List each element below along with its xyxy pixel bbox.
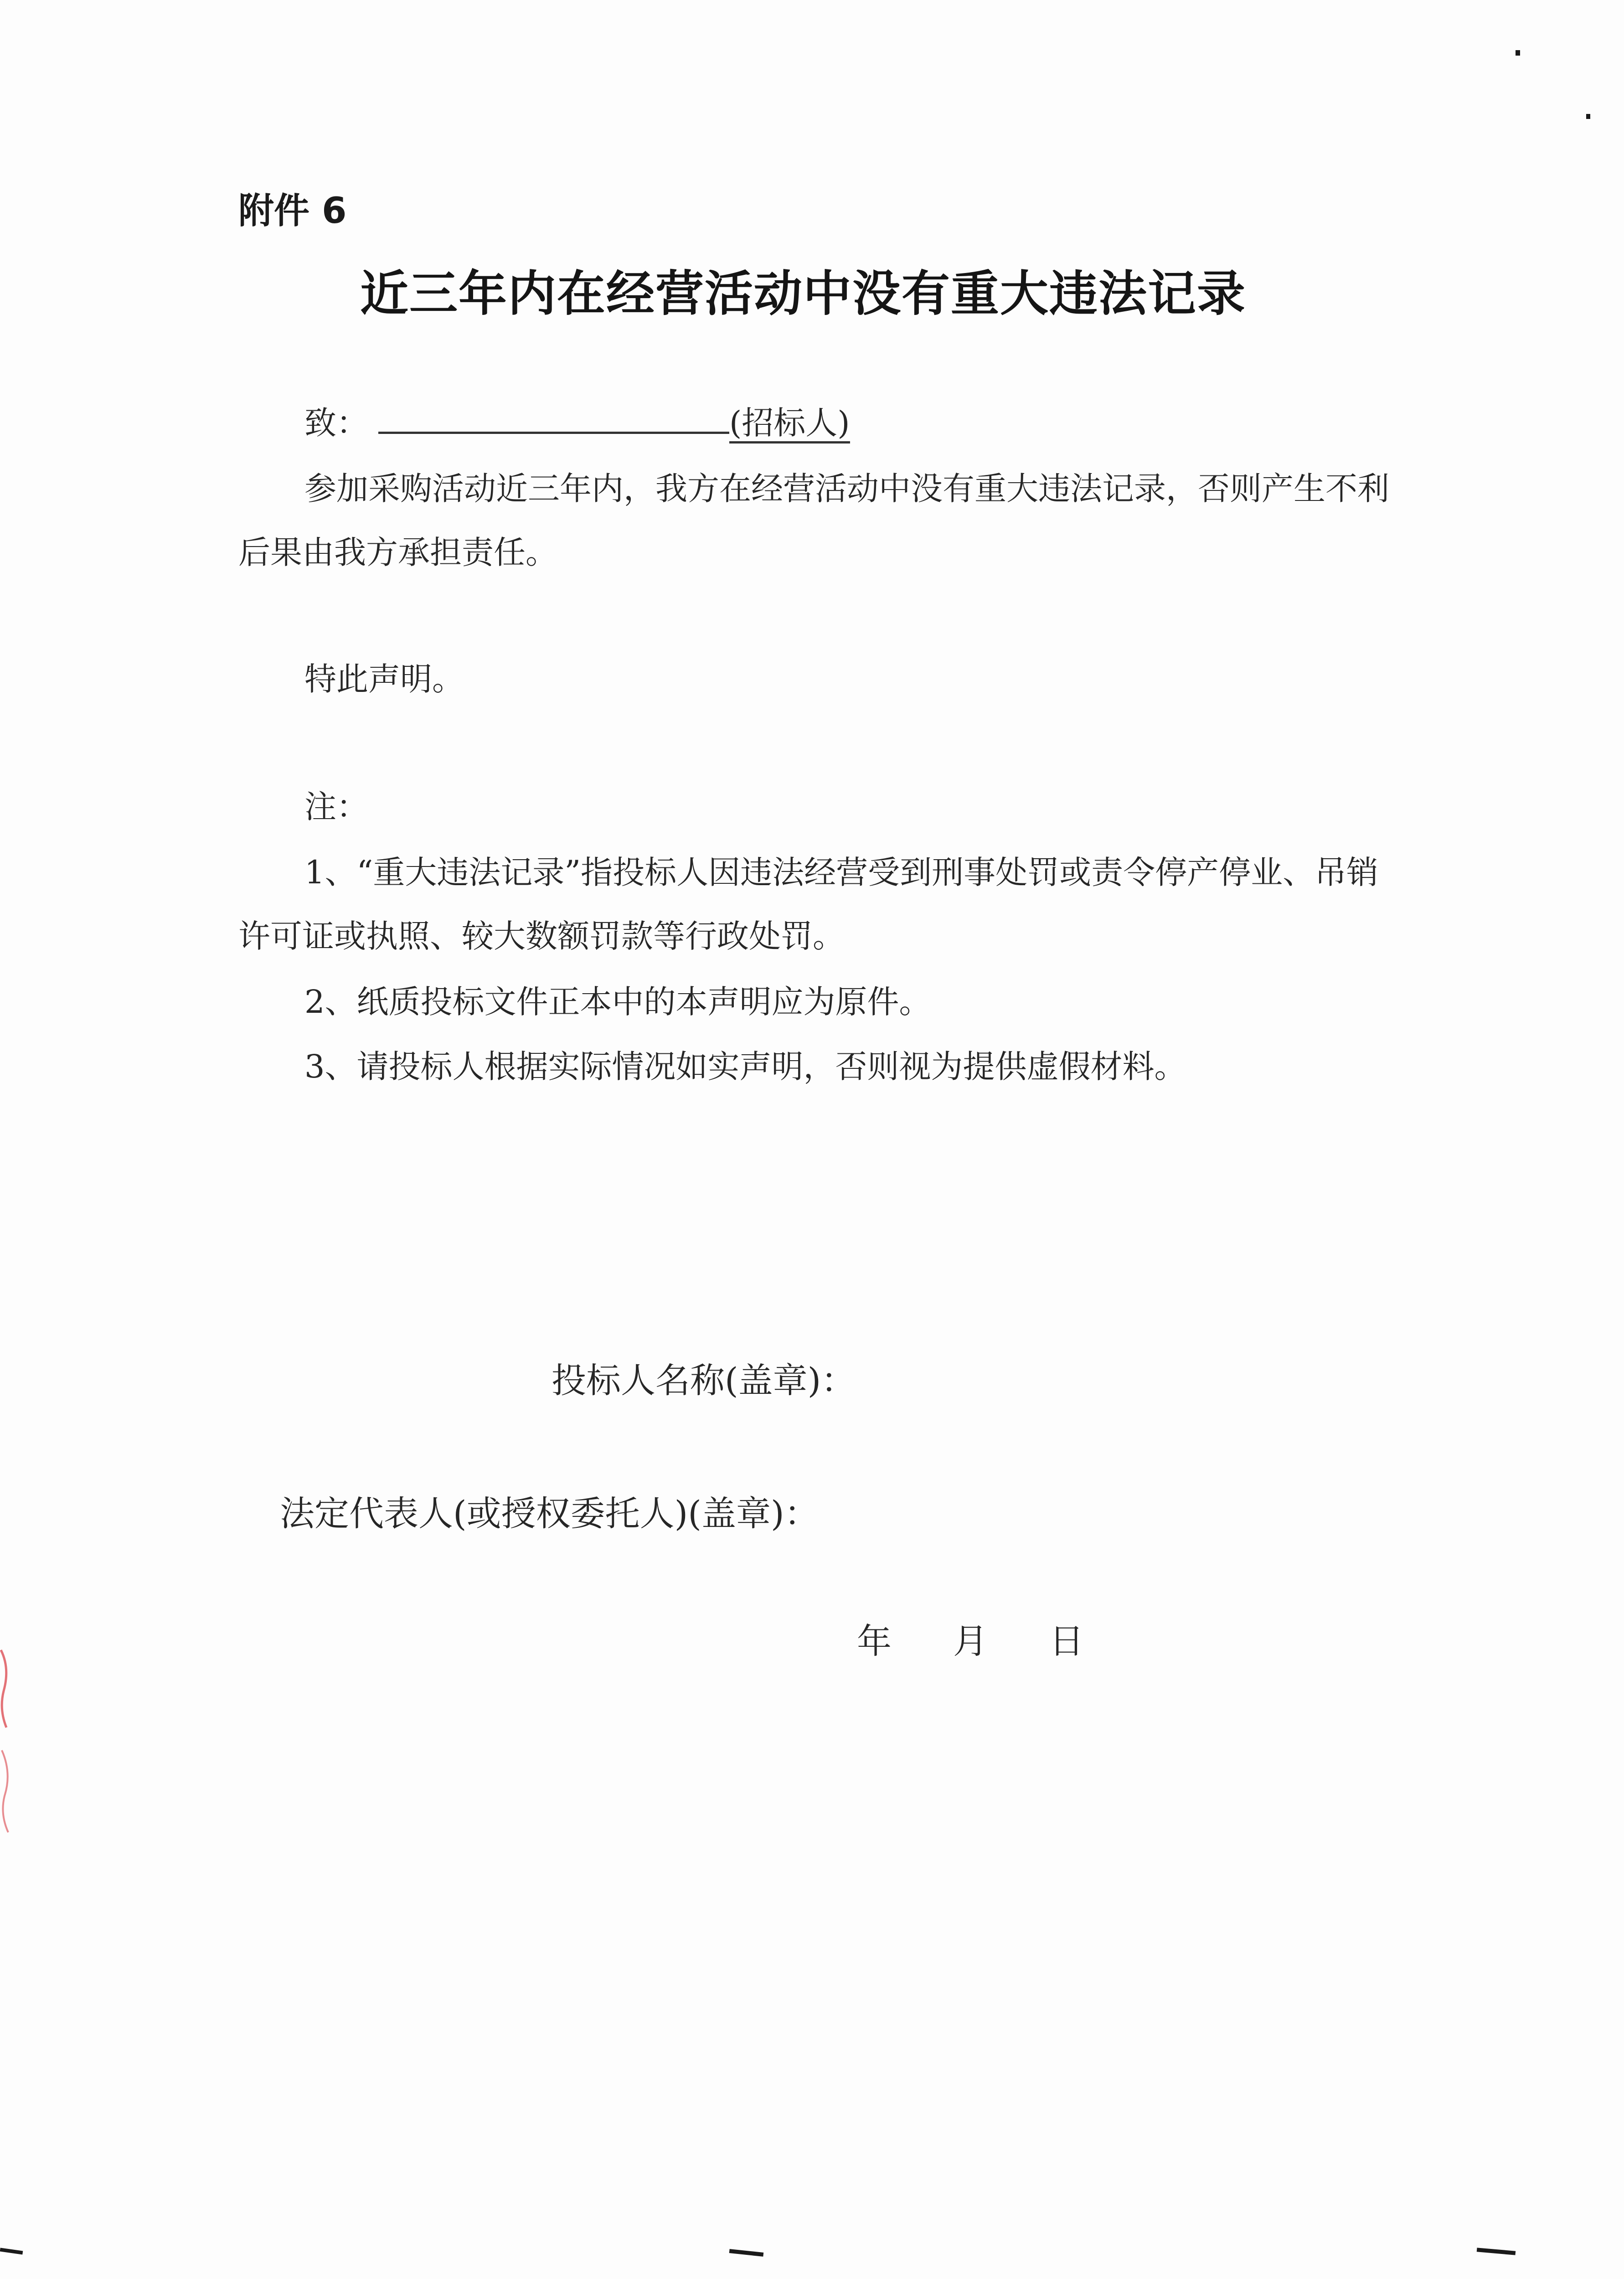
- date-year-label: 年: [857, 1621, 892, 1661]
- note-item-3: 3、请投标人根据实际情况如实声明，否则视为提供虚假材料。: [304, 1048, 1186, 1085]
- date-month-label: 月: [953, 1621, 988, 1661]
- body-paragraph: 参加采购活动近三年内，我方在经营活动中没有重大违法记录，否则产生不利后果由我方承担责任。: [238, 470, 1389, 571]
- addressee-recipient: (招标人): [729, 405, 850, 443]
- scan-speck-top-right-1: [1516, 50, 1520, 56]
- attachment-label: 附件 6: [238, 191, 347, 232]
- seal-edge-icon: [0, 1641, 18, 1860]
- addressee-prefix: 致：: [304, 404, 368, 442]
- declaration-text: 特此声明。: [304, 660, 464, 698]
- addressee-blank: [378, 404, 729, 434]
- scan-speck-top-right-2: [1586, 114, 1590, 119]
- note-heading: 注：: [304, 788, 368, 825]
- document-title: 近三年内在经营活动中没有重大违法记录: [360, 266, 1246, 322]
- bidder-name-signature-label: 投标人名称(盖章)：: [552, 1360, 856, 1401]
- legal-representative-signature-label: 法定代表人(或授权委托人)(盖章)：: [280, 1493, 819, 1534]
- note-item-2: 2、纸质投标文件正本中的本声明应为原件。: [304, 983, 931, 1021]
- signature-date-row: [857, 1614, 1084, 1663]
- addressee-line: [304, 391, 850, 455]
- date-day-label: 日: [1049, 1621, 1084, 1661]
- scan-mark-bottom-right: [1477, 2248, 1516, 2255]
- scan-mark-bottom-left: [0, 2248, 23, 2255]
- note-item-1: 1、“重大违法记录”指投标人因违法经营受到刑事处罚或责令停产停业、吊销许可证或执照、较大数额罚款等行政处罚。: [238, 854, 1379, 955]
- scan-mark-bottom-center: [729, 2249, 764, 2257]
